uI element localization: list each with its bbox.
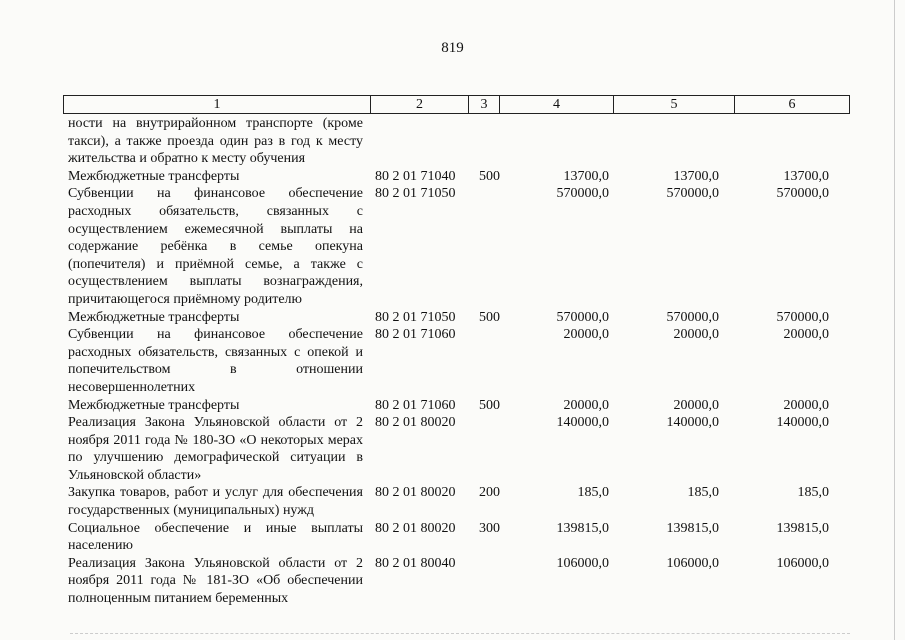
row-value-6: 139815,0 bbox=[776, 520, 829, 536]
row-value-5: 20000,0 bbox=[673, 397, 719, 413]
row-code: 80 2 01 71040 bbox=[375, 168, 456, 184]
row-value-4: 20000,0 bbox=[563, 327, 609, 343]
row-value-5: 185,0 bbox=[687, 485, 719, 501]
table-row bbox=[68, 115, 868, 168]
row-value-4: 20000,0 bbox=[563, 397, 609, 413]
column-header-2: 2 bbox=[371, 96, 469, 114]
row-value-5: 13700,0 bbox=[673, 168, 719, 184]
row-type: 500 bbox=[479, 168, 500, 184]
row-description: Субвенции на финансовое обеспечение расходных обязательств, связанных с опекой и попечительством в отношении несовершеннолетних bbox=[68, 327, 363, 395]
row-value-6: 106000,0 bbox=[776, 555, 829, 571]
row-code: 80 2 01 80020 bbox=[375, 520, 456, 536]
table-row bbox=[68, 484, 868, 519]
row-description: Межбюджетные трансферты bbox=[68, 309, 240, 325]
row-value-4: 140000,0 bbox=[556, 415, 609, 431]
table-row bbox=[68, 414, 868, 484]
table-row bbox=[68, 168, 868, 186]
row-value-4: 185,0 bbox=[577, 485, 609, 501]
budget-table-body bbox=[68, 115, 868, 608]
row-code: 80 2 01 80020 bbox=[375, 415, 456, 431]
row-value-5: 140000,0 bbox=[666, 415, 719, 431]
row-value-5: 20000,0 bbox=[673, 327, 719, 343]
row-description: Социальное обеспечение и иные выплаты населению bbox=[68, 520, 363, 554]
table-row bbox=[68, 520, 868, 555]
row-description: ности на внутрирайонном транспорте (кроме такси), а также проезда один раз в год к месту жительства и обратно к месту обучения bbox=[68, 116, 363, 167]
row-description: Закупка товаров, работ и услуг для обеспечения государственных (муниципальных) нужд bbox=[68, 485, 363, 519]
row-description: Межбюджетные трансферты bbox=[68, 168, 240, 184]
table-row bbox=[68, 326, 868, 396]
row-value-6: 20000,0 bbox=[783, 327, 829, 343]
column-header-6: 6 bbox=[735, 96, 850, 114]
table-row bbox=[68, 309, 868, 327]
column-header-1: 1 bbox=[64, 96, 371, 114]
row-value-4: 106000,0 bbox=[556, 555, 609, 571]
row-value-6: 20000,0 bbox=[783, 397, 829, 413]
row-value-5: 139815,0 bbox=[666, 520, 719, 536]
row-value-5: 570000,0 bbox=[666, 186, 719, 202]
scan-bottom-edge bbox=[70, 631, 850, 634]
row-description: Межбюджетные трансферты bbox=[68, 397, 240, 413]
row-value-4: 570000,0 bbox=[556, 309, 609, 325]
table-row bbox=[68, 555, 868, 608]
table-row bbox=[68, 397, 868, 415]
column-header-5: 5 bbox=[614, 96, 735, 114]
row-description: Реализация Закона Ульяновской области от 2 ноября 2011 года № 180-ЗО «О некоторых мерах по улучшению демографической ситуации в Ульяновской области» bbox=[68, 415, 363, 483]
row-value-5: 106000,0 bbox=[666, 555, 719, 571]
page-number: 819 bbox=[441, 40, 464, 56]
row-code: 80 2 01 71060 bbox=[375, 327, 456, 343]
row-value-6: 570000,0 bbox=[776, 186, 829, 202]
row-value-5: 570000,0 bbox=[666, 309, 719, 325]
table-row bbox=[68, 185, 868, 308]
scan-edge-line bbox=[894, 0, 895, 640]
row-value-4: 139815,0 bbox=[556, 520, 609, 536]
row-type: 500 bbox=[479, 309, 500, 325]
row-value-6: 185,0 bbox=[797, 485, 829, 501]
column-header-table bbox=[63, 95, 850, 114]
column-header-3: 3 bbox=[469, 96, 500, 114]
row-code: 80 2 01 71050 bbox=[375, 186, 456, 202]
row-value-6: 570000,0 bbox=[776, 309, 829, 325]
row-type: 500 bbox=[479, 397, 500, 413]
row-type: 300 bbox=[479, 520, 500, 536]
row-description: Субвенции на финансовое обеспечение расходных обязательств, связанных с осуществлением ежемесячной выплаты на содержание ребёнка в семье опекуна (попечителя) и приёмной семье, а также с осуществлением выплаты вознаграждения, причитающегося приёмному родителю bbox=[68, 186, 363, 307]
row-type: 200 bbox=[479, 485, 500, 501]
row-value-6: 140000,0 bbox=[776, 415, 829, 431]
row-description: Реализация Закона Ульяновской области от 2 ноября 2011 года № 181-ЗО «Об обеспечении полноценным питанием беременных bbox=[68, 555, 363, 607]
row-value-4: 13700,0 bbox=[563, 168, 609, 184]
column-header-4: 4 bbox=[500, 96, 614, 114]
row-code: 80 2 01 80040 bbox=[375, 555, 456, 571]
row-code: 80 2 01 71060 bbox=[375, 397, 456, 413]
row-code: 80 2 01 71050 bbox=[375, 309, 456, 325]
row-code: 80 2 01 80020 bbox=[375, 485, 456, 501]
row-value-4: 570000,0 bbox=[556, 186, 609, 202]
row-value-6: 13700,0 bbox=[783, 168, 829, 184]
